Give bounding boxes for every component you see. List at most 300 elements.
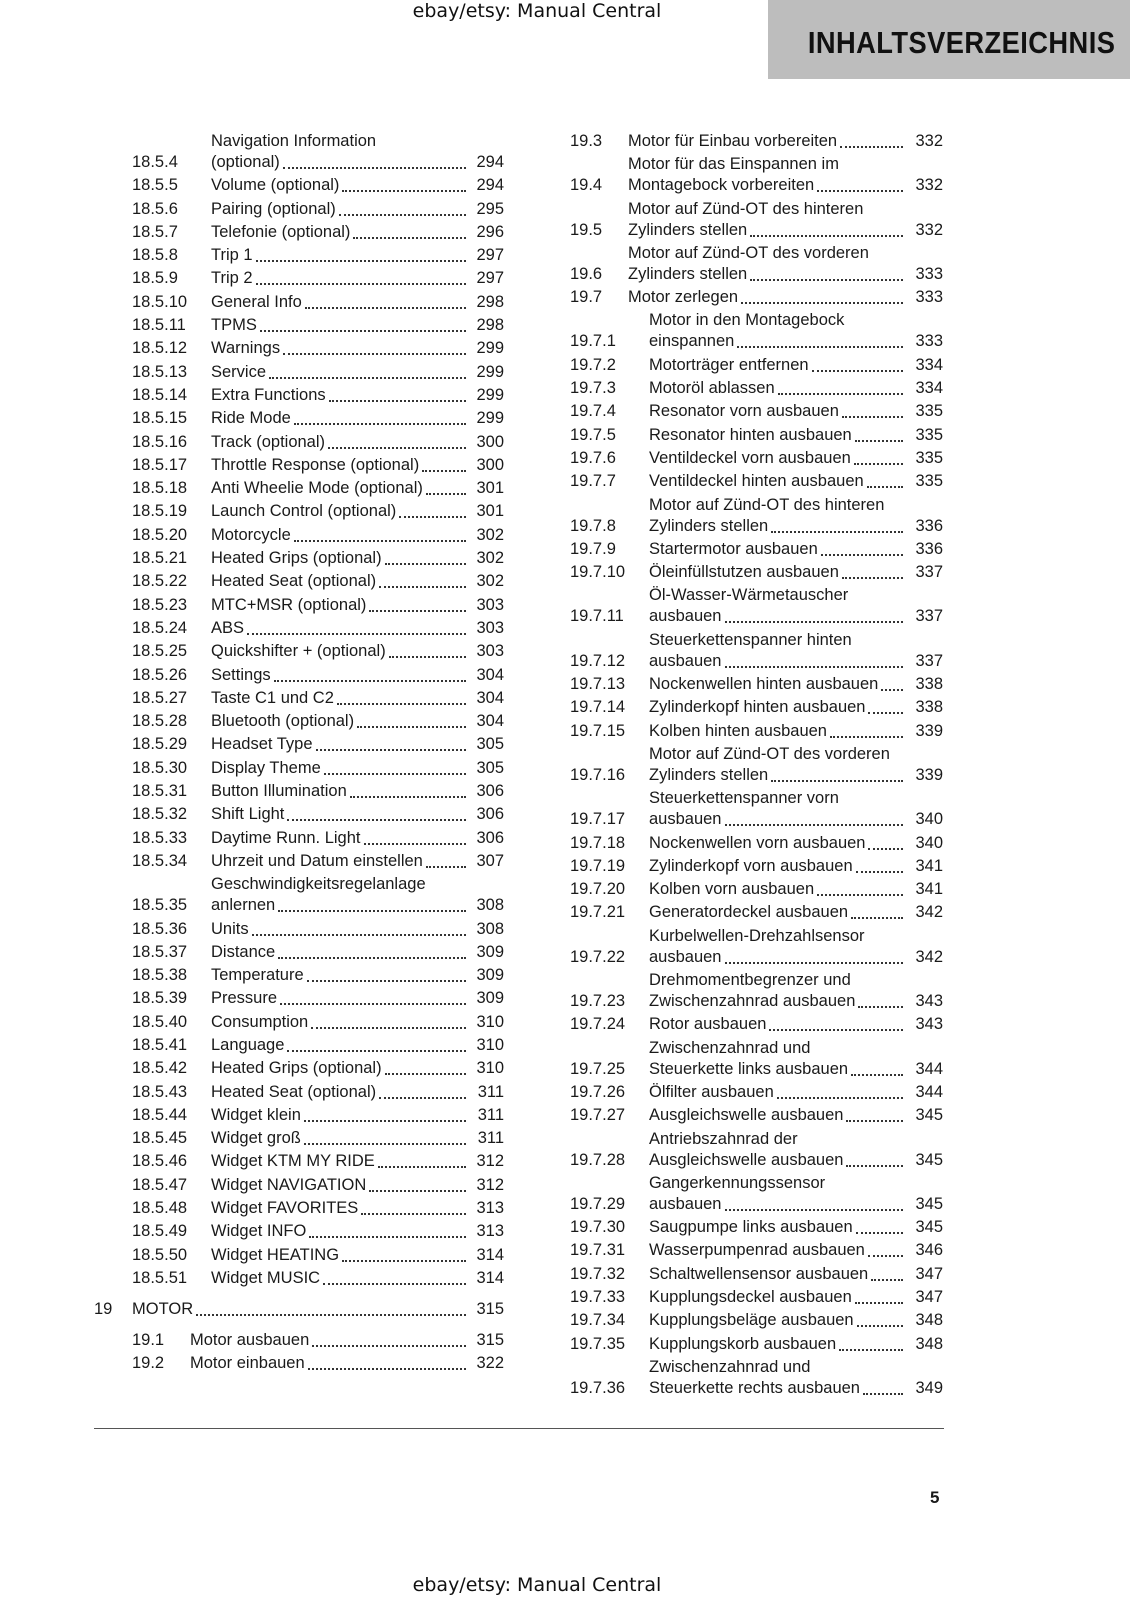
toc-entry-title-line	[211, 222, 470, 243]
toc-entry-title-line	[211, 1058, 470, 1079]
toc-entry-number: 19.7.22	[570, 947, 626, 966]
toc-entry[interactable]	[570, 1014, 943, 1035]
toc-entry-page: 347	[915, 1264, 943, 1283]
toc-entry[interactable]	[94, 1330, 504, 1351]
toc-entry-title-line	[211, 268, 470, 289]
toc-entry-number: 19.7.24	[570, 1015, 626, 1034]
toc-entry-page: 297	[476, 246, 504, 265]
toc-entry-title-line	[211, 1198, 470, 1219]
toc-entry-title-last-line: Ausgleichswelle ausbauen	[649, 1150, 844, 1169]
toc-entry[interactable]	[570, 1264, 943, 1285]
toc-entry-title-line	[211, 641, 470, 662]
toc-entry[interactable]	[570, 1082, 943, 1103]
toc-entry-title-text: Kolben hinten ausbauen	[649, 721, 827, 740]
toc-entry-title	[211, 595, 470, 616]
toc-entry[interactable]	[94, 131, 504, 173]
toc-entry-number: 19.7.15	[570, 721, 626, 740]
toc-entry-title-first-line: Antriebszahnrad der	[649, 1129, 798, 1148]
toc-entry[interactable]	[94, 595, 504, 616]
toc-entry-page: 304	[476, 712, 504, 731]
toc-entry[interactable]	[570, 1357, 943, 1399]
toc-entry-number: 18.5.33	[132, 828, 188, 847]
toc-entry-number: 18.5.10	[132, 292, 188, 311]
toc-entry[interactable]	[570, 401, 943, 422]
dot-leader	[821, 542, 903, 556]
toc-entry-page: 322	[476, 1354, 504, 1373]
toc-entry-title-text: Startermotor ausbauen	[649, 539, 818, 558]
toc-entry-number: 19.4	[570, 176, 603, 195]
toc-entry[interactable]	[94, 1082, 504, 1103]
toc-entry-number: 18.5.12	[132, 339, 188, 358]
toc-entry-number: 18.5.18	[132, 479, 188, 498]
toc-entry[interactable]	[570, 425, 943, 446]
toc-entry-title-line	[211, 1175, 470, 1196]
toc-entry-title-text: Generatordeckel ausbauen	[649, 903, 849, 922]
toc-entry-title-line	[211, 919, 470, 940]
toc-entry[interactable]	[94, 1151, 504, 1172]
toc-entry-title-line	[649, 606, 907, 627]
toc-entry[interactable]	[94, 781, 504, 802]
dot-leader	[863, 1381, 903, 1395]
toc-entry-title-line	[649, 721, 907, 742]
toc-entry-title	[649, 970, 907, 1012]
dot-leader	[252, 922, 466, 936]
toc-entry[interactable]	[570, 1173, 943, 1215]
dot-leader	[283, 341, 466, 355]
toc-entry-title-line	[649, 448, 907, 469]
dot-leader	[304, 1131, 466, 1145]
toc-entry-page: 309	[476, 942, 504, 961]
toc-entry[interactable]	[94, 1198, 504, 1219]
toc-entry[interactable]	[94, 1058, 504, 1079]
toc-entry-title	[649, 788, 907, 830]
toc-entry-page: 303	[476, 642, 504, 661]
toc-entry-title	[211, 1082, 470, 1103]
toc-entry-title-line	[211, 618, 470, 639]
toc-entry[interactable]	[94, 1353, 504, 1374]
toc-entry-number: 18.5.34	[132, 851, 188, 870]
toc-entry[interactable]	[570, 721, 943, 742]
toc-entry[interactable]	[94, 362, 504, 383]
toc-entry-page: 335	[915, 472, 943, 491]
dot-leader	[379, 1085, 466, 1099]
toc-entry-title-text: Zylinderkopf hinten ausbauen	[649, 698, 866, 717]
toc-entry-title-text: Distance	[211, 942, 276, 961]
toc-entry[interactable]	[570, 562, 943, 583]
toc-entry-title-text: Button Illumination	[211, 782, 347, 801]
toc-entry-number: 19.1	[132, 1330, 165, 1349]
toc-entry-title-line	[649, 991, 907, 1012]
toc-entry[interactable]	[570, 1287, 943, 1308]
toc-entry[interactable]	[570, 630, 943, 672]
toc-entry-title-text: Kupplungskorb ausbauen	[649, 1334, 837, 1353]
toc-entry-title	[211, 548, 470, 569]
toc-entry[interactable]	[570, 585, 943, 627]
toc-entry-number: 18.5.40	[132, 1012, 188, 1031]
toc-entry[interactable]	[94, 804, 504, 825]
toc-entry[interactable]	[570, 448, 943, 469]
toc-entry[interactable]	[94, 245, 504, 266]
toc-entry-title	[211, 828, 470, 849]
toc-entry[interactable]	[94, 828, 504, 849]
toc-entry-title	[628, 131, 907, 152]
toc-entry-title	[649, 562, 907, 583]
toc-entry-page: 348	[915, 1311, 943, 1330]
toc-entry-page: 305	[476, 735, 504, 754]
toc-entry-title-text: Kupplungsdeckel ausbauen	[649, 1287, 852, 1306]
toc-entry-number: 19.7.10	[570, 563, 626, 582]
toc-entry[interactable]	[94, 199, 504, 220]
toc-entry-number: 19.7.3	[570, 379, 616, 398]
toc-entry-page: 298	[476, 316, 504, 335]
toc-entry-title-line	[649, 902, 907, 923]
toc-entry-title-line	[649, 1310, 907, 1331]
toc-entry-title	[211, 1105, 470, 1126]
toc-entry-number: 19.7.23	[570, 992, 626, 1011]
toc-entry-number: 18.5.51	[132, 1268, 188, 1287]
toc-entry-title-line	[211, 781, 470, 802]
toc-entry-title-text: Uhrzeit und Datum einstellen	[211, 851, 423, 870]
toc-entry-page: 345	[915, 1106, 943, 1125]
toc-entry[interactable]	[570, 287, 943, 308]
toc-entry[interactable]	[570, 539, 943, 560]
toc-entry[interactable]	[94, 1105, 504, 1126]
dot-leader	[855, 1290, 903, 1304]
toc-entry-title-text: Motorcycle	[211, 525, 291, 544]
toc-entry-number: 19.7.25	[570, 1059, 626, 1078]
toc-entry[interactable]	[570, 856, 943, 877]
dot-leader	[840, 134, 903, 148]
toc-entry[interactable]	[94, 711, 504, 732]
toc-entry-title	[649, 355, 907, 376]
toc-entry-title-last-line: Zylinders stellen	[649, 516, 769, 535]
toc-entry[interactable]	[570, 833, 943, 854]
toc-entry-title-text: Kolben vorn ausbauen	[649, 880, 815, 899]
toc-entry-title-text: Service	[211, 362, 267, 381]
toc-entry[interactable]	[94, 292, 504, 313]
toc-entry-title-line	[649, 674, 907, 695]
toc-entry-page: 306	[476, 782, 504, 801]
toc-entry-number: 18.5.20	[132, 525, 188, 544]
toc-entry[interactable]	[570, 1334, 943, 1355]
dot-leader	[725, 812, 904, 826]
toc-entry-page: 310	[476, 1012, 504, 1031]
toc-entry-page: 315	[476, 1299, 504, 1318]
toc-entry[interactable]	[94, 988, 504, 1009]
toc-entry-page: 303	[476, 618, 504, 637]
toc-entry-title	[211, 851, 470, 872]
toc-entry-title	[211, 942, 470, 963]
toc-entry-number: 19.7.17	[570, 810, 626, 829]
toc-entry-number: 18.5.19	[132, 502, 188, 521]
toc-entry-title-text: TPMS	[211, 316, 257, 335]
toc-entry[interactable]	[94, 175, 504, 196]
toc-entry-title	[211, 781, 470, 802]
toc-entry-title-text: Ölfilter ausbauen	[649, 1082, 774, 1101]
toc-entry[interactable]	[570, 674, 943, 695]
toc-entry-number: 18.5.46	[132, 1152, 188, 1171]
toc-entry-title-line	[211, 1128, 470, 1149]
toc-entry[interactable]	[570, 1240, 943, 1261]
dot-leader	[350, 784, 466, 798]
toc-entry-page: 313	[476, 1199, 504, 1218]
toc-entry[interactable]	[570, 355, 943, 376]
toc-entry-title	[649, 401, 907, 422]
toc-entry-title	[211, 1175, 470, 1196]
toc-entry[interactable]	[94, 734, 504, 755]
toc-entry-title-line	[211, 758, 470, 779]
toc-entry-number: 18.5.8	[132, 246, 178, 265]
toc-entry[interactable]	[94, 222, 504, 243]
toc-entry-title	[211, 199, 470, 220]
toc-entry[interactable]	[94, 408, 504, 429]
toc-entry-title-line	[649, 539, 907, 560]
toc-entry[interactable]	[94, 455, 504, 476]
toc-entry[interactable]	[94, 1128, 504, 1149]
dot-leader	[426, 481, 466, 495]
toc-entry-title	[211, 292, 470, 313]
toc-entry[interactable]	[570, 495, 943, 537]
toc-entry-title	[649, 744, 907, 786]
toc-entry-number: 18.5.44	[132, 1105, 188, 1124]
toc-entry-title-first-line: Motor auf Zünd-OT des hinteren	[628, 199, 864, 218]
toc-entry-title-first-line: Zwischenzahnrad und	[649, 1357, 811, 1376]
toc-entry-title	[211, 1151, 470, 1172]
toc-entry-page: 335	[915, 448, 943, 467]
toc-entry[interactable]	[94, 338, 504, 359]
toc-entry-title	[211, 1035, 470, 1056]
toc-entry-title-line	[211, 1221, 470, 1242]
toc-entry-title-text: Resonator hinten ausbauen	[649, 425, 852, 444]
dot-leader	[305, 295, 466, 309]
toc-entry[interactable]	[94, 665, 504, 686]
page-number: 5	[930, 1488, 940, 1507]
toc-entry-title-text: Zylinderkopf vorn ausbauen	[649, 856, 853, 875]
toc-entry-number: 18.5.4	[132, 153, 178, 171]
toc-entry[interactable]	[94, 851, 504, 872]
toc-entry-title-text: Motor ausbauen	[190, 1330, 310, 1349]
toc-entry[interactable]	[570, 243, 943, 285]
toc-entry[interactable]	[94, 385, 504, 406]
toc-entry-page: 345	[915, 1194, 943, 1213]
toc-entry[interactable]	[570, 1217, 943, 1238]
toc-entry[interactable]	[94, 1175, 504, 1196]
toc-entry[interactable]	[570, 471, 943, 492]
toc-entry-title	[211, 734, 470, 755]
toc-entry-number: 18.5.49	[132, 1222, 188, 1241]
toc-entry-page: 299	[476, 385, 504, 404]
toc-entry-title-first-line: Kurbelwellen-Drehzahlsensor	[649, 926, 865, 945]
toc-entry-title	[211, 1012, 470, 1033]
toc-entry-title-line	[211, 595, 470, 616]
dot-leader	[309, 1224, 466, 1238]
toc-entry[interactable]	[94, 1012, 504, 1033]
dot-leader	[871, 1267, 903, 1281]
toc-entry-title-first-line: Motor in den Montagebock	[649, 311, 845, 330]
toc-entry[interactable]	[570, 902, 943, 923]
toc-entry[interactable]	[570, 1105, 943, 1126]
toc-entry-page: 303	[476, 595, 504, 614]
toc-entry-title-line	[211, 432, 470, 453]
toc-entry-title-line	[649, 425, 907, 446]
toc-entry-title	[211, 919, 470, 940]
toc-entry-page: 312	[476, 1175, 504, 1194]
toc-entry-title-line	[211, 385, 470, 406]
toc-entry-title-text: Ausgleichswelle ausbauen	[649, 1106, 844, 1125]
dot-leader	[422, 458, 466, 472]
toc-entry-page: 334	[915, 379, 943, 398]
toc-entry[interactable]	[94, 571, 504, 592]
toc-entry-title	[211, 965, 470, 986]
dot-leader	[364, 831, 467, 845]
toc-entry[interactable]	[570, 131, 943, 152]
toc-entry[interactable]	[94, 268, 504, 289]
toc-entry[interactable]	[94, 1221, 504, 1242]
toc-entry[interactable]	[570, 1129, 943, 1171]
toc-entry[interactable]	[94, 965, 504, 986]
toc-entry-number: 19.7.36	[570, 1378, 626, 1397]
toc-entry-title	[649, 630, 907, 672]
toc-entry-number: 19.7.28	[570, 1150, 626, 1169]
toc-entry-page: 311	[477, 1129, 504, 1148]
toc-entry-number: 18.5.38	[132, 966, 188, 985]
toc-entry-page: 309	[476, 989, 504, 1008]
dot-leader	[846, 1153, 903, 1167]
toc-entry-number: 18.5.43	[132, 1082, 188, 1101]
toc-entry-title-text: Widget INFO	[211, 1222, 307, 1241]
toc-entry[interactable]	[94, 618, 504, 639]
toc-entry-number: 18.5.41	[132, 1035, 188, 1054]
toc-entry-number: 19.7.20	[570, 880, 626, 899]
toc-entry[interactable]	[570, 310, 943, 352]
toc-entry[interactable]	[570, 1310, 943, 1331]
toc-entry-number: 19.7.7	[570, 472, 616, 491]
toc-entry[interactable]	[94, 919, 504, 940]
toc-entry-page: 343	[915, 1015, 943, 1034]
toc-entry-number: 19.7.6	[570, 448, 616, 467]
toc-entry-page: 337	[915, 607, 943, 626]
toc-entry-title-line	[211, 199, 470, 220]
toc-entry-title-first-line: Gangerkennungssensor	[649, 1173, 826, 1192]
toc-entry-title-line	[211, 1245, 470, 1266]
toc-entry-title-text: Pressure	[211, 989, 278, 1008]
dot-leader	[269, 365, 466, 379]
toc-entry-title-text: Language	[211, 1035, 285, 1054]
toc-entry[interactable]	[570, 970, 943, 1012]
toc-entry[interactable]	[570, 378, 943, 399]
toc-entry[interactable]	[94, 874, 504, 916]
toc-entry[interactable]	[94, 1268, 504, 1289]
toc-entry-title-text: Extra Functions	[211, 385, 326, 404]
toc-entry[interactable]	[570, 697, 943, 718]
toc-entry-page: 333	[915, 332, 943, 351]
toc-entry-title-line	[649, 697, 907, 718]
toc-entry-page: 340	[915, 833, 943, 852]
toc-entry[interactable]	[94, 1035, 504, 1056]
toc-entry-title	[649, 1014, 907, 1035]
toc-entry-title-text: Temperature	[211, 966, 304, 985]
toc-entry[interactable]	[94, 315, 504, 336]
dot-leader	[769, 1017, 903, 1031]
toc-entry-title	[628, 154, 907, 196]
page-title: INHALTSVERZEICHNIS	[807, 25, 1116, 60]
toc-entry-title-text: Settings	[211, 665, 271, 684]
toc-entry[interactable]	[94, 758, 504, 779]
toc-entry-title-line	[649, 809, 907, 830]
toc-entry-title-last-line: ausbauen	[649, 651, 722, 670]
toc-entry-title	[649, 1082, 907, 1103]
toc-entry[interactable]	[570, 879, 943, 900]
toc-entry[interactable]	[570, 744, 943, 786]
toc-entry-page: 305	[476, 758, 504, 777]
toc-entry[interactable]	[570, 199, 943, 241]
toc-entry[interactable]	[570, 788, 943, 830]
toc-entry-title	[211, 315, 470, 336]
toc-entry-page: 302	[476, 549, 504, 568]
toc-entry[interactable]	[94, 641, 504, 662]
toc-entry-number: 18.5.11	[132, 316, 186, 335]
toc-entry-page: 341	[915, 880, 943, 899]
toc-entry[interactable]	[94, 478, 504, 499]
toc-entry[interactable]	[94, 548, 504, 569]
toc-entry-page: 348	[915, 1334, 943, 1353]
toc-entry-title-line	[211, 408, 470, 429]
toc-entry-page: 345	[915, 1150, 943, 1169]
toc-entry-title	[649, 902, 907, 923]
dot-leader	[278, 945, 466, 959]
toc-entry-title-line	[211, 152, 470, 173]
toc-entry-title	[649, 926, 907, 968]
dot-leader	[881, 677, 903, 691]
toc-entry-title	[211, 245, 470, 266]
dot-leader	[287, 1038, 466, 1052]
toc-entry[interactable]	[94, 501, 504, 522]
dot-leader	[369, 1178, 466, 1192]
toc-entry[interactable]	[94, 432, 504, 453]
toc-entry-title	[649, 1105, 907, 1126]
toc-entry-title-last-line: ausbauen	[649, 947, 722, 966]
toc-entry-number: 18.5.17	[132, 455, 188, 474]
toc-entry-number: 19.7.35	[570, 1334, 626, 1353]
header-title-box	[768, 0, 1130, 79]
toc-entry[interactable]	[94, 942, 504, 963]
toc-entry-page: 337	[915, 563, 943, 582]
toc-entry[interactable]	[570, 1038, 943, 1080]
toc-entry-title-text: Headset Type	[211, 735, 313, 754]
toc-entry-number: 18.5.26	[132, 665, 188, 684]
toc-entry[interactable]	[570, 154, 943, 196]
toc-entry-number: 18.5.22	[132, 572, 188, 591]
toc-entry[interactable]	[94, 688, 504, 709]
toc-entry-number: 19.7.5	[570, 425, 616, 444]
toc-entry[interactable]	[94, 1245, 504, 1266]
toc-entry[interactable]	[94, 525, 504, 546]
toc-entry-title-line	[211, 665, 470, 686]
dot-leader	[256, 271, 466, 285]
dot-leader	[842, 565, 903, 579]
toc-entry-title-line	[211, 942, 470, 963]
toc-entry[interactable]	[570, 926, 943, 968]
toc-entry-title-line	[649, 1059, 907, 1080]
toc-entry[interactable]	[94, 1299, 504, 1320]
toc-entry-title-line	[649, 879, 907, 900]
toc-entry-number: 18.5.48	[132, 1199, 188, 1218]
toc-entry-page: 306	[476, 828, 504, 847]
dot-leader	[342, 178, 466, 192]
dot-leader	[771, 768, 903, 782]
toc-entry-title	[211, 432, 470, 453]
toc-entry-page: 299	[476, 339, 504, 358]
